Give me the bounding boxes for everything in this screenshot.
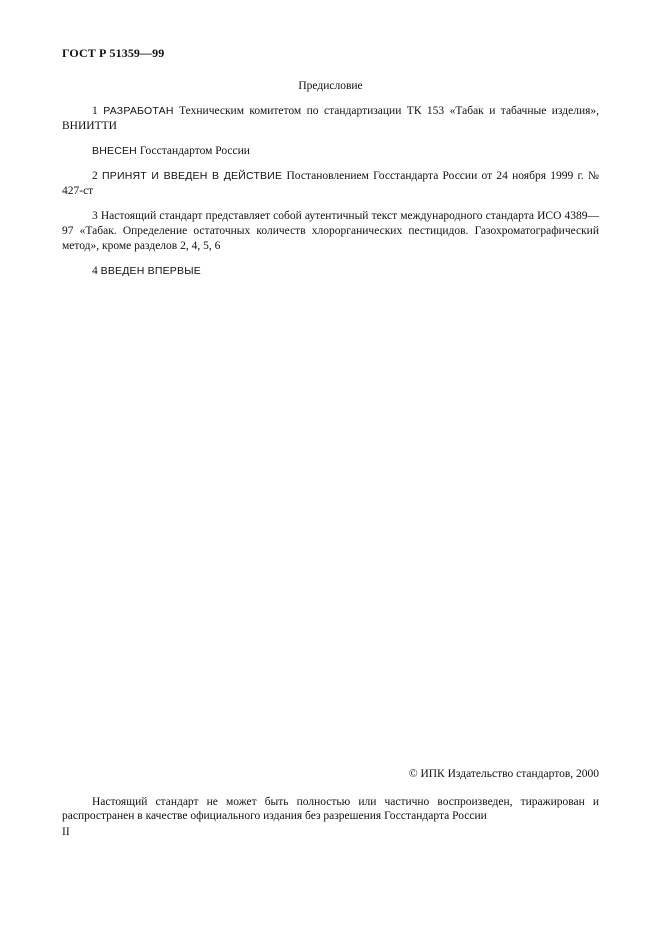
paragraph-first-introduced (62, 264, 599, 279)
paragraph-developed (62, 104, 599, 134)
page-title: Предисловие (298, 80, 363, 92)
paragraph-lead: ПРИНЯТ И ВВЕДЕН В ДЕЙСТВИЕ (102, 170, 283, 182)
paragraph-text: Техническим комитетом по стандартизации ТК 153 «Табак и табачные изделия», ВНИИТТИ (62, 105, 600, 132)
reproduction-notice: Настоящий стандарт не может быть полностью или частично воспроизведен, тиражирован и распространен в качестве официального издания без разрешения Госстандарта России (62, 796, 599, 822)
paragraph-text: Госстандартом России (139, 145, 250, 157)
paragraph-introduced (62, 144, 599, 159)
paragraph-number: 4 (92, 265, 98, 277)
paragraph-number: 3 (92, 210, 98, 222)
standard-code: ГОСТ Р 51359—99 (62, 46, 165, 60)
paragraph-lead: РАЗРАБОТАН (103, 105, 174, 117)
paragraph-adopted (62, 169, 599, 199)
copyright-line: © ИПК Издательство стандартов, 2000 (408, 768, 599, 780)
paragraph-number: 1 (92, 105, 98, 117)
paragraph-lead: ВНЕСЕН (92, 145, 137, 157)
paragraph-number: 2 (92, 170, 98, 182)
paragraph-text: Настоящий стандарт представляет собой аутентичный текст международного стандарта ИСО 4389—97 «Табак. Определение остаточных количеств хлорорганических пестицидов. Газохроматографический метод», кроме разделов 2, 4, 5, 6 (62, 210, 599, 252)
paragraph-text: Постановлением Госстандарта России от 24 ноября 1999 г. № 427-ст (62, 170, 600, 197)
paragraph-lead: ВВЕДЕН ВПЕРВЫЕ (100, 265, 201, 277)
paragraph-authentic-text (62, 209, 599, 254)
page-number: II (62, 826, 70, 838)
